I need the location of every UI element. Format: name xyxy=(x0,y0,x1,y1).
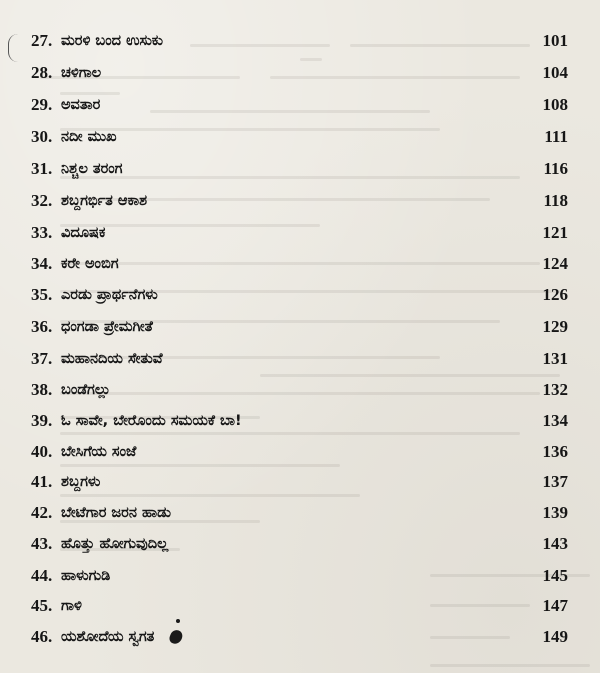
toc-entry xyxy=(0,439,600,465)
entry-number: 41. xyxy=(31,472,53,491)
ink-dot xyxy=(176,619,180,623)
entry-number: 38. xyxy=(31,380,53,399)
entry-title: ಓ ಸಾವೇ, ಬೇರೊಂದು ಸಮಯಕೆ ಬಾ! xyxy=(61,413,242,429)
entry-number: 43. xyxy=(31,534,53,553)
entry-number: 35. xyxy=(31,285,53,304)
entry-title: ಅವತಾರ xyxy=(61,97,101,113)
entry-title: ಯಶೋದೆಯ ಸ್ವಗತ xyxy=(61,629,155,645)
entry-page-number: 132 xyxy=(542,380,568,399)
entry-page-number: 147 xyxy=(542,596,568,615)
entry-page-number: 104 xyxy=(542,63,568,82)
entry-number: 28. xyxy=(31,63,53,82)
entry-title: ಎರಡು ಪ್ರಾರ್ಥನೆಗಳು xyxy=(61,287,158,303)
toc-entry xyxy=(0,124,600,150)
entry-number: 33. xyxy=(31,223,53,242)
entry-number: 39. xyxy=(31,411,53,430)
entry-number: 46. xyxy=(31,627,53,646)
entry-page-number: 124 xyxy=(542,254,568,273)
entry-page-number: 136 xyxy=(542,442,568,461)
entry-title: ಶಬ್ದಗರ್ಭಿತ ಆಕಾಶ xyxy=(61,193,148,209)
toc-entry xyxy=(0,346,600,372)
toc-entry xyxy=(0,28,600,54)
entry-page-number: 118 xyxy=(543,191,568,210)
entry-title: ಧಂಗಡಾ ಪ್ರೇಮಗೀತೆ xyxy=(61,319,153,335)
entry-page-number: 131 xyxy=(542,349,568,368)
toc-entry xyxy=(0,377,600,403)
toc-entry xyxy=(0,188,600,214)
entry-page-number: 143 xyxy=(542,534,568,553)
toc-entry xyxy=(0,500,600,526)
entry-number: 40. xyxy=(31,442,53,461)
entry-title: ಹಾಳುಗುಡಿ xyxy=(61,568,111,584)
entry-title: ಚಳಿಗಾಲ xyxy=(61,65,102,81)
entry-title: ಹೊತ್ತು ಹೋಗುವುದಿಲ್ಲ xyxy=(61,536,169,552)
entry-title: ಮರಳಿ ಬಂದ ಉಸುಕು xyxy=(61,33,163,49)
toc-entry xyxy=(0,220,600,246)
entry-title: ವಿದೂಷಕ xyxy=(61,225,106,241)
entry-page-number: 139 xyxy=(542,503,568,522)
toc-entry xyxy=(0,624,600,650)
toc-entry xyxy=(0,92,600,118)
entry-page-number: 108 xyxy=(542,95,568,114)
entry-title: ಗಾಳಿ xyxy=(61,598,82,614)
toc-entry xyxy=(0,156,600,182)
entry-number: 29. xyxy=(31,95,53,114)
entry-number: 27. xyxy=(31,31,53,50)
entry-number: 37. xyxy=(31,349,53,368)
entry-page-number: 116 xyxy=(543,159,568,178)
entry-title: ನಿಶ್ಚಲ ತರಂಗ xyxy=(61,161,123,177)
entry-page-number: 126 xyxy=(542,285,568,304)
toc-entry xyxy=(0,282,600,308)
toc-entry xyxy=(0,251,600,277)
entry-page-number: 101 xyxy=(542,31,568,50)
entry-page-number: 111 xyxy=(544,127,568,146)
entry-page-number: 134 xyxy=(542,411,568,430)
toc-entry xyxy=(0,60,600,86)
entry-number: 36. xyxy=(31,317,53,336)
toc-entry xyxy=(0,593,600,619)
entry-number: 44. xyxy=(31,566,53,585)
entry-title: ಬೇಸಿಗೆಯ ಸಂಜೆ xyxy=(61,444,137,460)
entry-number: 30. xyxy=(31,127,53,146)
entry-title: ಕರೇ ಅಂಬಿಗ xyxy=(61,256,119,272)
entry-page-number: 137 xyxy=(542,472,568,491)
entry-page-number: 129 xyxy=(542,317,568,336)
entry-page-number: 145 xyxy=(542,566,568,585)
toc-entry xyxy=(0,531,600,557)
toc-entry xyxy=(0,408,600,434)
entry-title: ಶಬ್ದಗಳು xyxy=(61,474,101,490)
entry-title: ಬಂಡೆಗಲ್ಲು xyxy=(61,382,111,398)
entry-title: ಮಹಾನದಿಯ ಸೇತುವೆ xyxy=(61,351,163,367)
toc-entry xyxy=(0,314,600,340)
entry-number: 42. xyxy=(31,503,53,522)
toc-entry xyxy=(0,469,600,495)
entry-number: 45. xyxy=(31,596,53,615)
entry-number: 34. xyxy=(31,254,53,273)
entry-title: ಬೇಟೆಗಾರ ಜರನ ಹಾಡು xyxy=(61,505,171,521)
entry-page-number: 149 xyxy=(542,627,568,646)
entry-number: 31. xyxy=(31,159,53,178)
toc-entry xyxy=(0,563,600,589)
entry-page-number: 121 xyxy=(542,223,568,242)
entry-number: 32. xyxy=(31,191,53,210)
entry-title: ನದೀ ಮುಖ xyxy=(61,129,117,145)
